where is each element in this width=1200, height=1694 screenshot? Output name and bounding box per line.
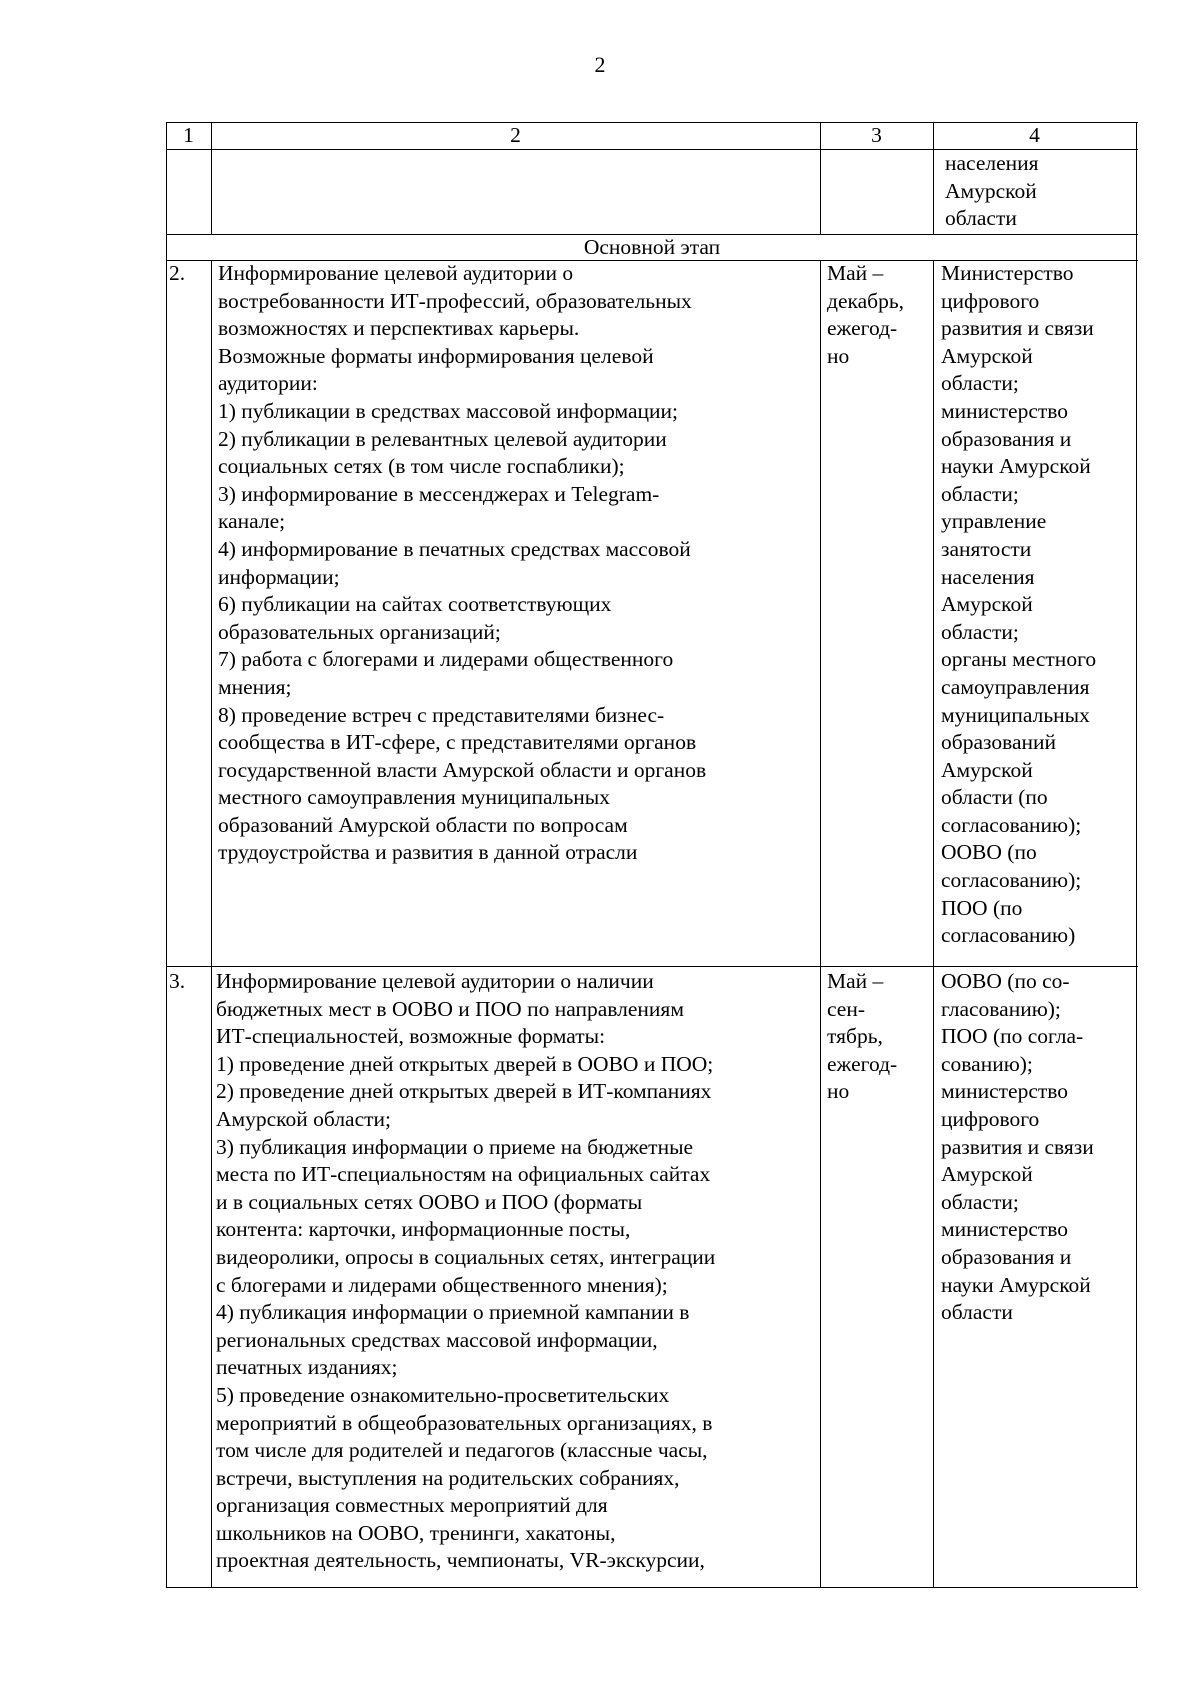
row-3-responsible: ООВО (по со- гласованию); ПОО (по согла- сованию); министерство цифрового развития и связи Амурской области; министерство образования и науки Амурской области (941, 969, 1094, 1325)
row-2-border (166, 966, 1138, 967)
page-number: 2 (594, 52, 606, 77)
row-3-number: 3. (169, 969, 186, 993)
header-col-2: 2 (510, 123, 521, 147)
row-3-content: Информирование целевой аудитории о наличии бюджетных мест в ООВО и ПОО по направлениям ИТ-специальностей, возможные форматы: 1) проведение дней открытых дверей в ООВО и ПОО; 2) проведение дней открытых дверей в ИТ-компаниях Амурской области; 3) публикация информации о приеме на бюджетные места по ИТ-специальностям на официальных сайтах и в социальных сетях ООВО и ПОО (форматы контента: карточки, информационные посты, видеоролики, опросы в социальных сетях, интеграции с блогерами и лидерами общественного мнения); 4) публикация информации о приемной кампании в региональных средствах массовой информации, печатных изданиях; 5) проведение ознакомительно-просветительских мероприятий в общеобразовательных организациях, в том числе для родителей и педагогов (классные часы, встречи, выступления на родительских собраниях, организация совместных мероприятий для школьников на ООВО, тренинги, хакатоны, проектная деятельность, чемпионаты, VR-экскурсии, (216, 969, 716, 1573)
continuation-responsible: населения Амурской области (945, 151, 1039, 231)
header-col-3: 3 (871, 123, 882, 147)
table-right-border (1136, 122, 1137, 1588)
header-col-1: 1 (183, 123, 194, 147)
row-3-term: Май – сен- тябрь, ежегод- но (827, 969, 898, 1104)
header-col-4: 4 (1029, 123, 1040, 147)
table-bottom-border (166, 1587, 1138, 1588)
plan-table (166, 122, 1138, 1588)
row-2-term: Май – декабрь, ежегод- но (827, 261, 905, 368)
row-2-responsible: Министерство цифрового развития и связи Амурской области; министерство образования и науки Амурской области; управление занятости населения Амурской области; органы местного самоуправления муниципальных образований Амурской области (по согласованию); ООВО (по согласованию); ПОО (по согласованию) (941, 261, 1097, 948)
col-1-divider-lower (211, 260, 212, 1588)
table-left-border (166, 122, 167, 1588)
col-2-divider-lower (820, 260, 821, 1588)
row-2-content: Информирование целевой аудитории о востребованности ИТ-профессий, образовательных возможностях и перспективах карьеры. Возможные форматы информирования целевой аудитории: 1) публикации в средствах массовой информации; 2) публикации в релевантных целевой аудитории социальных сетях (в том числе госпаблики); 3) информирование в мессенджерах и Telegram- канале; 4) информирование в печатных средствах массовой информации; 6) публикации на сайтах соответствующих образовательных организаций; 7) работа с блогерами и лидерами общественного мнения; 8) проведение встреч с представителями бизнес- сообщества в ИТ-сфере, с представителями органов государственной власти Амурской области и органов местного самоуправления муниципальных образований Амурской области по вопросам трудоустройства и развития в данной отрасли (218, 261, 707, 865)
section-title: Основной этап (583, 235, 721, 259)
col-3-divider-lower (933, 260, 934, 1588)
row-2-number: 2. (169, 261, 186, 285)
